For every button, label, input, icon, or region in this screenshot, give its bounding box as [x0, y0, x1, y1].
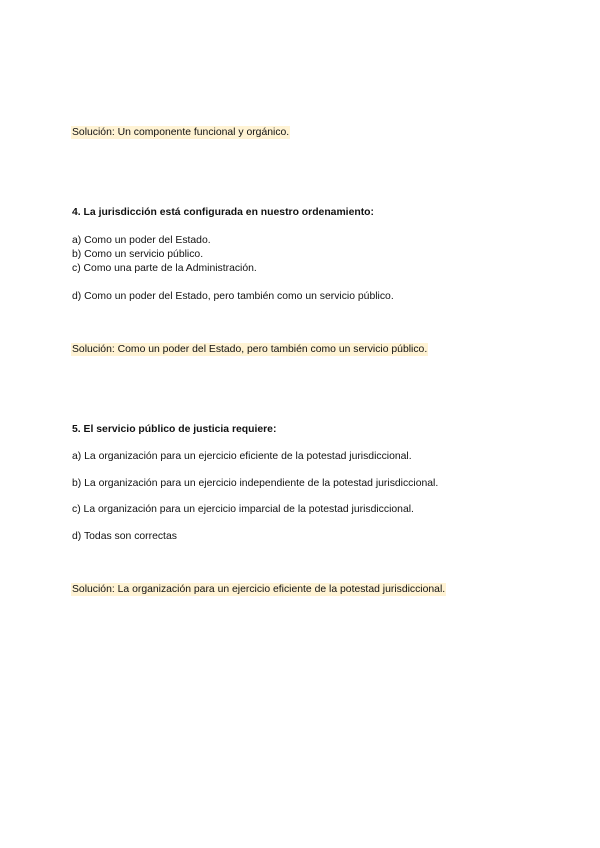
question-4: 4. La jurisdicción está configurada en nuestro ordenamiento: [72, 207, 374, 218]
question-4-option-b: b) Como un servicio público. [72, 249, 204, 260]
solution-4: Solución: Como un poder del Estado, pero también como un servicio público. [72, 344, 428, 355]
question-5-option-c: c) La organización para un ejercicio imparcial de la potestad jurisdiccional. [72, 504, 414, 515]
solution-3: Solución: Un componente funcional y orgánico. [72, 127, 290, 138]
solution-5: Solución: La organización para un ejercicio eficiente de la potestad jurisdiccional. [72, 584, 446, 595]
question-5-option-d: d) Todas son correctas [72, 531, 177, 542]
question-5: 5. El servicio público de justicia requiere: [72, 424, 277, 435]
question-4-option-d: d) Como un poder del Estado, pero también como un servicio público. [72, 291, 394, 302]
question-5-option-b: b) La organización para un ejercicio independiente de la potestad jurisdiccional. [72, 478, 439, 489]
question-4-option-a: a) Como un poder del Estado. [72, 235, 211, 246]
question-5-option-a: a) La organización para un ejercicio eficiente de la potestad jurisdiccional. [72, 451, 412, 462]
question-4-option-c: c) Como una parte de la Administración. [72, 263, 257, 274]
